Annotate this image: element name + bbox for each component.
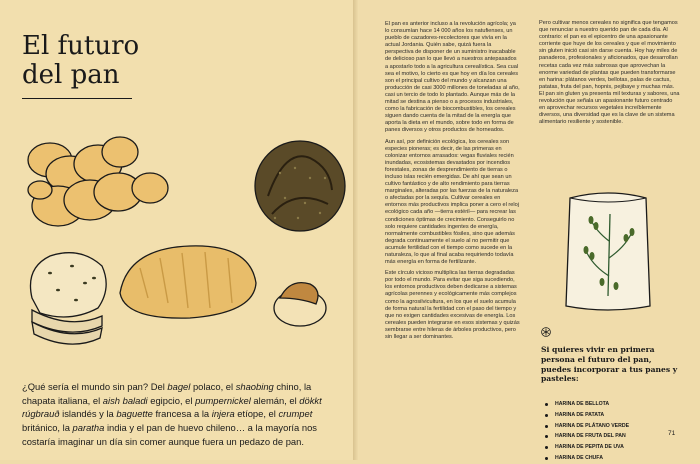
intro-text-run: egipcio, el xyxy=(147,394,196,406)
intro-text-run: etíope, el xyxy=(234,408,279,420)
intro-italic-term: bagel xyxy=(167,381,191,392)
dark-rye-bread xyxy=(255,141,345,231)
intro-text-run: islandés y la xyxy=(59,408,117,420)
page-title xyxy=(22,32,139,90)
col2-paragraph-1: Pero cultivar menos cereales no significa que tengamos que renunciar a nuestro querido pan de cada día. Al contrario: el pan es el epicentro de una apasionante corriente que huye de los cereales y que el movimiento sin gluten inició casi sin darse cuenta. Hoy hay miles de panaderos, profesionales y aficionados, que desarrollan recetas cada vez más sabrosas que aprovechan la enorme variedad de plantas que pueden transformarse en harina: plátanos verdes, bellotas, palas de cactus, patatas, fruta del pan, hopnis, pejibaye y muchas más. El pan sin gluten ya presenta mil texturas y sabores, una revolución que señala un apasionante futuro centrado en aprovechar recursos vegetales increíblemente diversos, una diversidad que es la clave de un sistema alimentario resiliente y sostenible. xyxy=(539,20,680,126)
title-rule xyxy=(22,98,132,99)
intro-text-run: india y el pan de huevo chileno… a la mayoría nos costaría imaginar un día sin comer aunque fuera un pedazo de pan. xyxy=(22,422,317,447)
book-gutter xyxy=(353,0,359,460)
intro-italic-term: pumpernickel xyxy=(195,394,251,406)
intro-italic-term: aish baladi xyxy=(102,394,148,406)
flour-list-item: HARINA DE PLÁTANO VERDE xyxy=(545,421,629,432)
flour-list-item: HARINA DE CHUFA xyxy=(545,453,629,464)
flour-bag-illustration xyxy=(558,186,658,316)
intro-text-run: francesa a la xyxy=(152,408,212,420)
title-line-1: El futuro xyxy=(22,31,140,61)
intro-text-run: chino, la chapata italiana, el xyxy=(22,381,312,406)
callout-heading: Si quieres vivir en primera persona el futuro del pan, puedes incorporar a tus panes y pasteles: xyxy=(541,345,678,384)
intro-italic-term: crumpet xyxy=(278,408,313,420)
page-number: 71 xyxy=(668,430,676,437)
flour-list xyxy=(545,399,629,464)
flour-list-item: HARINA DE FRUTA DEL PAN xyxy=(545,431,629,442)
intro-italic-term: dökkt rúgbrauð xyxy=(22,394,322,420)
flour-list-item: HARINA DE PATATA xyxy=(545,410,629,421)
text-column-1 xyxy=(385,21,520,345)
baguette-loaf xyxy=(120,246,256,318)
intro-paragraph xyxy=(22,380,342,449)
flour-list-item: HARINA DE PEPITA DE UVA xyxy=(545,442,629,453)
intro-italic-term: baguette xyxy=(116,408,153,420)
intro-text-run: polaco, el xyxy=(190,381,236,392)
asterisk-ornament-icon xyxy=(541,327,551,337)
flour-list-item: HARINA DE BELLOTA xyxy=(545,399,629,410)
flatbread-stack xyxy=(30,253,106,344)
col1-paragraph-2: Aun así, por definición ecológica, los cereales son especies pioneras; es decir, de las primeras en colonizar entornos arrasados: vegas fluviales recién inundadas, ecosistemas devastados por incendios forestales, zonas de desprendimiento de tierras o incluso islas recién emergidas. De ahí que sean un cultivo fantástico y de alto rendimiento para tierras marginales, alteradas por las fuerzas de la naturaleza o afectadas por la sequía. Cultivar cereales en entornos más productivos implica poner a cero el reloj ecológico cada año —tierra estéril— para recrear las condiciones óptimas de crecimiento. Conseguirlo no solo requiere cantidades ingentes de energía, normalmente combustibles fósiles, sino que además degrada continuamente el suelo al no permitir que acumule fertilidad con el tiempo como sucede en la naturaleza, lo que al final acaba requiriendo todavía más energía en forma de fertilizante. xyxy=(385,138,520,266)
intro-italic-term: shaobing xyxy=(235,381,274,392)
col1-paragraph-1: El pan es anterior incluso a la revolución agrícola; ya lo consumían hace 14 000 años los natufienses, un pueblo de cazadores-recolectores que vivía en la actual Jordania. Quién sabe, quizá fuera la perspectiva de disponer de un suministro inacabable de delicioso pan lo que llevó a nuestros antepasados a apostarlo todo a la agricultura cerealística. Sea cual sea el motivo, lo cierto es que hoy en día los cereales son el principal cultivo del mundo y alcanzan una producción de casi 3000 millones de toneladas al año, casi un tercio de todo lo plantado. Aunque más de la mitad se destina a pienso o a procesos industriales, como la fabricación de biocombustibles, los cereales siguen dando cuenta de la mitad de la energía que aporta la dieta en el mundo, sobre todo en forma de panes diversos y otros productos de horneados. xyxy=(385,21,520,134)
intro-italic-term: paratha xyxy=(72,422,105,434)
small-roll xyxy=(274,283,326,326)
intro-text xyxy=(22,381,322,447)
intro-italic-term: injera xyxy=(211,408,235,420)
bread-illustration xyxy=(10,118,350,368)
intro-text-run: británico, la xyxy=(22,422,73,434)
text-column-2 xyxy=(539,20,680,130)
col1-paragraph-3: Este círculo vicioso multiplica las tierras degradadas por todo el mundo. Para evitar que siga sucediendo, los entornos productivos deben dedicarse a sistemas agrícolas perennes y ecológicamente más complejos como la agrosilvicultura, en los que el suelo acumula de forma natural la fertilidad con el paso del tiempo y que no exigen cantidades excesivas de energía. Los cereales pueden integrarse en esos sistemas y quizás sembrarse entre hileras de árboles productivos, pero sin llegar a ser dominantes. xyxy=(385,270,520,341)
title-line-2: del pan xyxy=(22,60,120,90)
intro-text-run: alemán, el xyxy=(250,394,300,406)
challah-bread xyxy=(28,137,168,226)
intro-text-run: ¿Qué sería el mundo sin pan? Del xyxy=(22,381,168,392)
